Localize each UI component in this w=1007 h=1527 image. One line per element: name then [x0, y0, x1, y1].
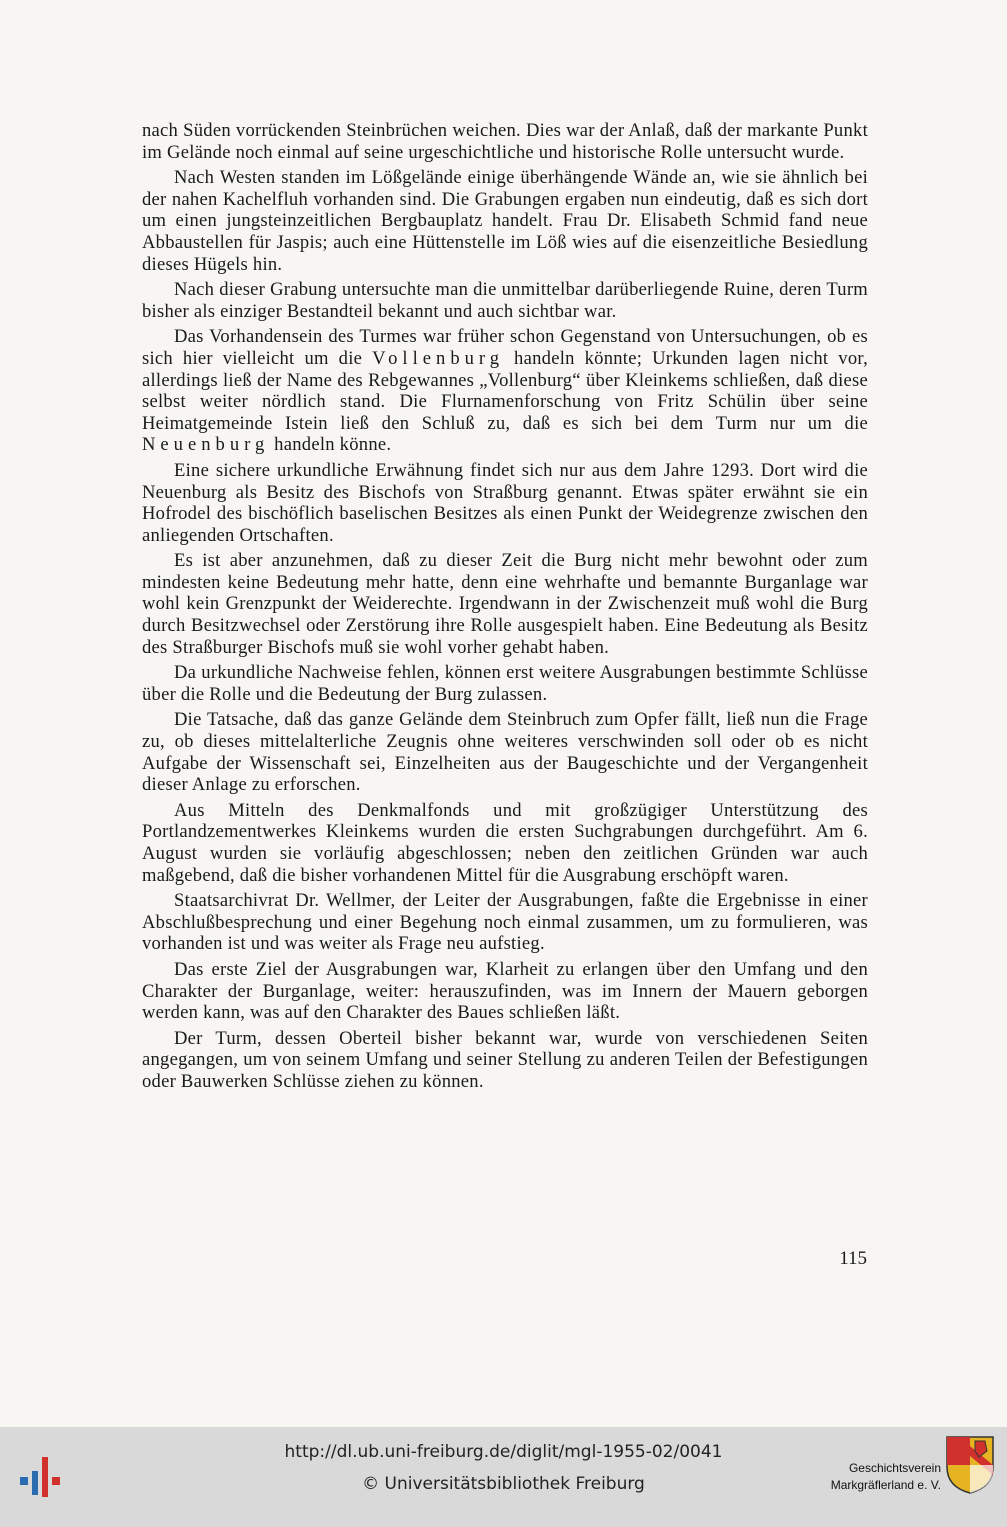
paragraph: nach Süden vorrückenden Steinbrüchen weichen. Dies war der Anlaß, daß der markante Punkt im Gelände noch einmal auf seine urgeschichtliche und historische Rolle untersucht wurde. — [142, 120, 868, 163]
paragraph-text: handeln könne. — [269, 434, 392, 456]
paragraph: Eine sichere urkundliche Erwähnung findet sich nur aus dem Jahre 1293. Dort wird die Neuenburg als Besitz des Bischofs von Straßburg genannt. Etwas später erwähnt sie ein Hofrodel des bischöflich baselischen Besitzes als einen Punkt der Weidegrenze zwischen den anliegenden Ortschaften. — [142, 459, 868, 546]
paragraph: Der Turm, dessen Oberteil bisher bekannt war, wurde von verschiedenen Seiten angegangen, um von seinem Umfang und seiner Stellung zu anderen Teilen der Befestigungen oder Bauwerken Schlüsse ziehen zu können. — [142, 1027, 868, 1092]
emphasis-name: Vollenburg — [372, 347, 505, 369]
paragraph: Nach dieser Grabung untersuchte man die unmittelbar darüberliegende Ruine, deren Turm bisher als einziger Bestandteil bekannt und auch sichtbar war. — [142, 279, 868, 322]
emphasis-name: Neuenburg — [142, 434, 270, 456]
society-line: Geschichtsverein — [848, 1461, 941, 1475]
paragraph-text: handeln könnte; Urkunden lagen nicht vor, allerdings ließ der Name des Rebgewannes „Vollenburg“ über Kleinkems schließen, daß diese selbst weiter nördlich stand. Die Flurnamenforschung von Fritz Schülin über seine Heimatgemeinde Istein ließ den Schluß zu, daß es sich bei dem Turm nur um die — [142, 347, 868, 434]
paragraph — [142, 326, 868, 456]
document-url-link[interactable]: http://dl.ub.uni-freiburg.de/diglit/mgl-1955-02/0041 — [284, 1442, 723, 1462]
paragraph-text: Das Vorhandensein des Turmes war früher schon Gegenstand von Untersuchungen, ob es sich hier vielleicht um die — [142, 326, 868, 369]
page-body — [142, 120, 868, 1097]
paragraph: Es ist aber anzunehmen, daß zu dieser Zeit die Burg nicht mehr bewohnt oder zum mindesten keine Bedeutung mehr hatte, denn eine wehrhafte und bemannte Burganlage war wohl kein Grenzpunkt der Weiderechte. Irgendwann in der Zwischenzeit muß wohl die Burg durch Besitzwechsel oder Zerstörung ihre Rolle ausgespielt haben. Eine Bedeutung als Besitz des Straßburger Bischofs muß sie wohl vorher gehabt haben. — [142, 550, 868, 658]
footer-bar — [0, 1427, 1007, 1527]
society-name — [831, 1460, 941, 1494]
paragraph: Das erste Ziel der Ausgrabungen war, Klarheit zu erlangen über den Umfang und den Charakter der Burganlage, weiter: herauszufinden, was im Innern der Mauern geborgen werden kann, was auf den Charakter des Baues schließen läßt. — [142, 958, 868, 1024]
copyright-notice: © Universitätsbibliothek Freiburg — [362, 1474, 645, 1494]
paragraph: Nach Westen standen im Lößgelände einige überhängende Wände an, wie sie ähnlich bei der nahen Kachelfluh vorhanden sind. Die Grabungen ergaben nun eindeutig, daß es sich dort um einen jungsteinzeitlichen Bergbauplatz handelt. Frau Dr. Elisabeth Schmid fand neue Abbaustellen für Jaspis; auch eine Hüttenstelle im Löß wies auf die eisenzeitliche Besiedlung dieses Hügels hin. — [142, 167, 868, 275]
society-line: Markgräflerland e. V. — [830, 1478, 941, 1492]
paragraph: Staatsarchivrat Dr. Wellmer, der Leiter der Ausgrabungen, faßte die Ergebnisse in einer Abschlußbesprechung und einer Begehung noch einmal zusammen, um zu formulieren, was vorhanden ist und was weiter als Frage neu aufstieg. — [142, 890, 868, 955]
paragraph: Da urkundliche Nachweise fehlen, können erst weitere Ausgrabungen bestimmte Schlüsse über die Rolle und die Bedeutung der Burg zulassen. — [142, 662, 868, 705]
paragraph: Die Tatsache, daß das ganze Gelände dem Steinbruch zum Opfer fällt, ließ nun die Frage zu, ob dieses mittelalterliche Zeugnis ohne weiteres verschwinden soll oder ob es nicht Aufgabe der Wissenschaft sei, Einzelheiten aus der Baugeschichte und der Vergangenheit dieser Anlage zu erforschen. — [142, 709, 868, 796]
paragraph: Aus Mitteln des Denkmalfonds und mit großzügiger Unterstützung des Portlandzementwerkes Kleinkems wurden die ersten Suchgrabungen durchgeführt. Am 6. August wurden sie vorläufig abgeschlossen; neben den zeitlichen Gründen war auch maßgebend, daß die bisher vorhandenen Mittel für die Ausgrabung erschöpft waren. — [142, 799, 868, 886]
page-number: 115 — [839, 1248, 867, 1269]
society-crest-icon — [945, 1435, 995, 1495]
